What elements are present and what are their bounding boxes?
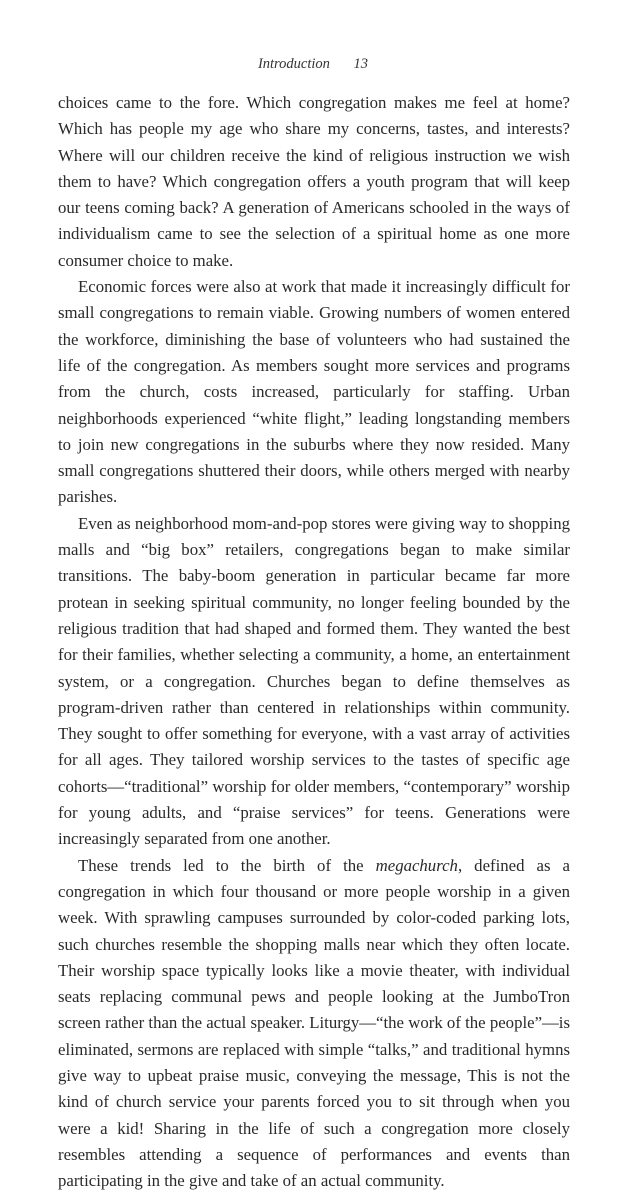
paragraph-text: These trends led to the birth of the [78, 855, 376, 875]
paragraph: choices came to the fore. Which congregation makes me feel at home? Which has people my age who share my concerns, tastes, and interests? Where will our children receive the kind of religious instruction we wish them to have? Which congregation offers a youth program that will keep our teens coming back? A generation of Americans schooled in the ways of individualism came to see the selection of a spiritual home as one more consumer choice to make. [58, 93, 570, 270]
paragraph-text: , defined as a congregation in which four thousand or more people worship in a given week. With sprawling campuses surrounded by color-coded parking lots, such churches resemble the shopping malls near which they often locate. Their worship space typically looks like a movie theater, with individual seats replacing communal pews and people looking at the JumboTron screen rather than the actual speaker. Liturgy—“the work of the people”—is eliminated, sermons are replaced with simple “talks,” and traditional hymns give way to upbeat praise music, conveying the message, This is not the kind of church service your parents forced you to sit through when you were a kid! Sharing in the life of such a congregation more closely resembles attending a sequence of performances and events than participating in the give and take of an actual community. [58, 855, 571, 1191]
emphasized-term: megachurch [375, 855, 458, 875]
section-title: Introduction [257, 56, 330, 72]
page-number: 13 [353, 56, 369, 72]
paragraph: Even as neighborhood mom-and-pop stores were giving way to shopping malls and “big box” retailers, congregations began to make similar transitions. The baby-boom generation in particular became far more protean in seeking spiritual community, no longer feeling bounded by the religious tradition that had shaped and formed them. They wanted the best for their families, whether selecting a community, a home, an entertainment system, or a congregation. Churches began to define themselves as program-driven rather than centered in relationships within community. They sought to offer something for everyone, with a vast array of activities for all ages. They tailored worship services to the tastes of specific age cohorts—“traditional” worship for older members, “contemporary” worship for young adults, and “praise services” for teens. Generations were increasingly separated from one another. [58, 513, 570, 849]
paragraph: Economic forces were also at work that made it increasingly difficult for small congregations to remain viable. Growing numbers of women entered the workforce, diminishing the base of volunteers who had sustained the life of the congregation. As members sought more services and programs from the church, costs increased, particularly for staffing. Urban neighborhoods experienced “white flight,” leading longstanding members to join new congregations in the suburbs where they now resided. Many small congregations shuttered their doors, while others merged with nearby parishes. [58, 277, 570, 507]
paragraph [58, 853, 570, 1194]
body-text [58, 90, 570, 1194]
running-header [0, 56, 626, 73]
